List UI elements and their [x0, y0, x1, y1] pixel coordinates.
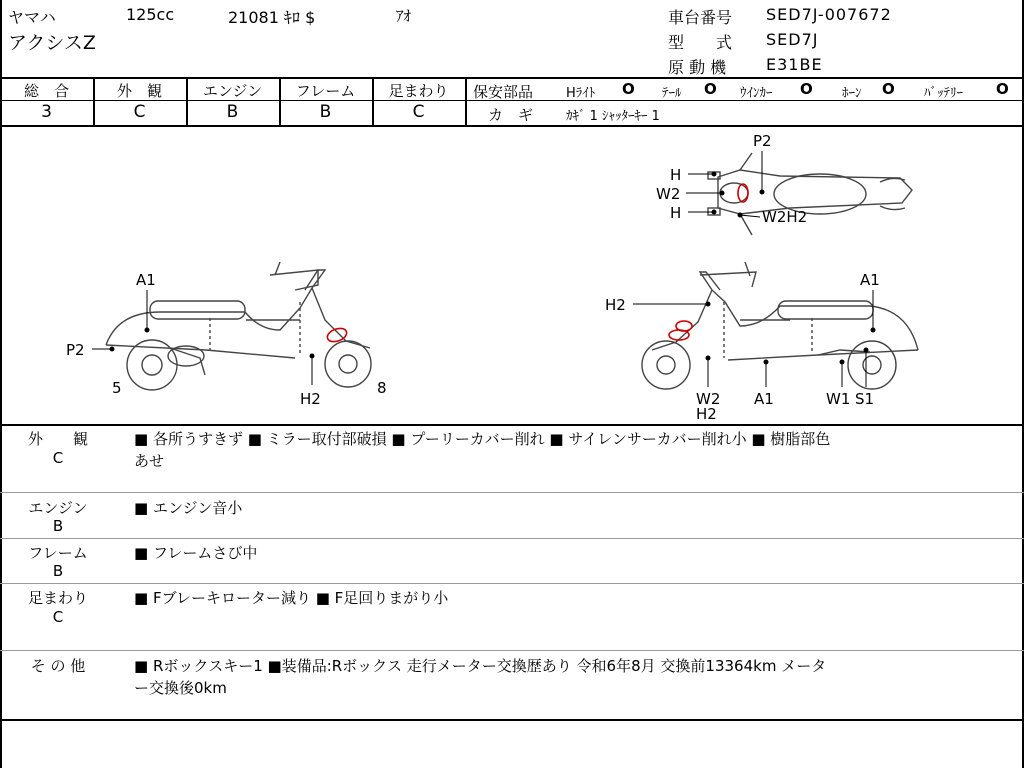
safety-headlight: Hﾗｲﾄ: [566, 86, 596, 101]
divider: [465, 77, 467, 125]
damage-mark: [738, 184, 748, 202]
engine-value: E31BE: [766, 55, 823, 74]
note-suspension-grade: C: [52, 608, 64, 626]
note-frame-text: ■ フレームさび中: [134, 544, 258, 562]
divider: [0, 538, 1024, 539]
label-right-a1: A1: [860, 271, 880, 289]
label-right-h2b: H2: [696, 405, 717, 423]
grade-exterior-value: C: [133, 102, 146, 122]
label-top-p2: P2: [753, 132, 772, 150]
note-exterior-label: 外 観: [27, 430, 88, 448]
grade-frame-value: B: [319, 102, 332, 122]
label-left-a1: A1: [136, 271, 156, 289]
safety-horn: ﾎｰﾝ: [842, 86, 862, 101]
divider: [0, 650, 1024, 651]
label-right-w1: W1: [826, 390, 851, 408]
divider: [0, 719, 1024, 721]
safety-headlight-mark: O: [622, 80, 635, 98]
divider: [0, 492, 1024, 493]
safety-horn-mark: O: [882, 80, 895, 98]
label-top-w2: W2: [656, 185, 681, 203]
grade-total-label: 総 合: [23, 82, 69, 100]
grade-total-value: 3: [41, 102, 52, 122]
divider: [0, 77, 1024, 79]
label-left-8: 8: [377, 379, 387, 397]
label-right-s1: S1: [855, 390, 875, 408]
safety-winker-mark: O: [800, 80, 813, 98]
note-suspension-label: 足まわり: [27, 589, 88, 607]
diagram-labels: [66, 132, 880, 423]
safety-label: 保安部品: [473, 83, 534, 101]
scooter-sketches: [106, 153, 918, 390]
label-left-p2: P2: [66, 341, 85, 359]
safety-battery-mark: O: [996, 80, 1009, 98]
type-label: 型 式: [668, 33, 733, 52]
grade-suspension-label: 足まわり: [388, 82, 449, 100]
frame-no-label: 車台番号: [668, 8, 733, 27]
maker: ヤマハ: [8, 8, 56, 27]
grade-frame-label: フレーム: [295, 82, 356, 100]
label-top-h: H: [670, 166, 682, 184]
leader-lines: [92, 151, 875, 387]
grade-engine-value: B: [226, 102, 239, 122]
divider: [0, 583, 1024, 584]
note-suspension-text: ■ Fブレーキローター減り ■ F足回りまがり小: [134, 589, 449, 607]
note-frame-grade: B: [52, 562, 64, 580]
safety-winker: ｳｲﾝｶｰ: [740, 86, 773, 101]
mileage: 21081 ｷﾛ $: [228, 8, 316, 27]
note-engine-text: ■ エンジン音小: [134, 499, 243, 517]
label-top-h: H: [670, 204, 682, 222]
label-right-a1b: A1: [754, 390, 774, 408]
grade-suspension-value: C: [412, 102, 425, 122]
safety-tail-mark: O: [704, 80, 717, 98]
damage-diagram: [0, 127, 1024, 425]
damage-marks: [326, 184, 748, 344]
label-left-5: 5: [112, 379, 122, 397]
note-other-text-cont: ー交換後0km: [134, 679, 227, 697]
model-name: アクシスZ: [8, 32, 96, 54]
note-exterior-text-cont: あせ: [134, 452, 165, 470]
color: ｱｵ: [396, 7, 412, 25]
frame-no: SED7J-007672: [766, 5, 892, 24]
note-other-label: そ の 他: [30, 657, 86, 675]
label-top-w2h2: W2H2: [762, 208, 808, 226]
divider: [0, 424, 1024, 426]
note-exterior-text: ■ 各所うすきず ■ ミラー取付部破損 ■ プーリーカバー削れ ■ サイレンサーカバー削れ小 ■ 樹脂部色: [134, 430, 831, 448]
note-frame-label: フレーム: [28, 544, 88, 562]
grade-engine-label: エンジン: [202, 82, 263, 100]
engine-label: 原 動 機: [668, 58, 727, 77]
type-value: SED7J: [766, 30, 819, 49]
label-left-h2: H2: [300, 390, 321, 408]
label-right-h2: H2: [605, 296, 626, 314]
key-value: ｶｷﾞ 1 ｼｬｯﾀｰｷｰ 1: [566, 109, 660, 124]
safety-battery: ﾊﾞｯﾃﾘｰ: [924, 86, 963, 101]
note-other-text: ■ Rボックスキー1 ■装備品:Rボックス 走行メーター交換歴あり 令和6年8月 交換前13364km メータ: [134, 657, 827, 675]
displacement: 125cc: [126, 5, 175, 24]
note-engine-grade: B: [52, 517, 64, 535]
key-label: カ ギ: [488, 106, 534, 124]
safety-tail: ﾃｰﾙ: [662, 86, 682, 101]
grade-exterior-label: 外 観: [116, 82, 162, 100]
note-engine-label: エンジン: [28, 499, 88, 517]
label-right-w2: W2: [696, 390, 721, 408]
note-exterior-grade: C: [52, 449, 64, 467]
